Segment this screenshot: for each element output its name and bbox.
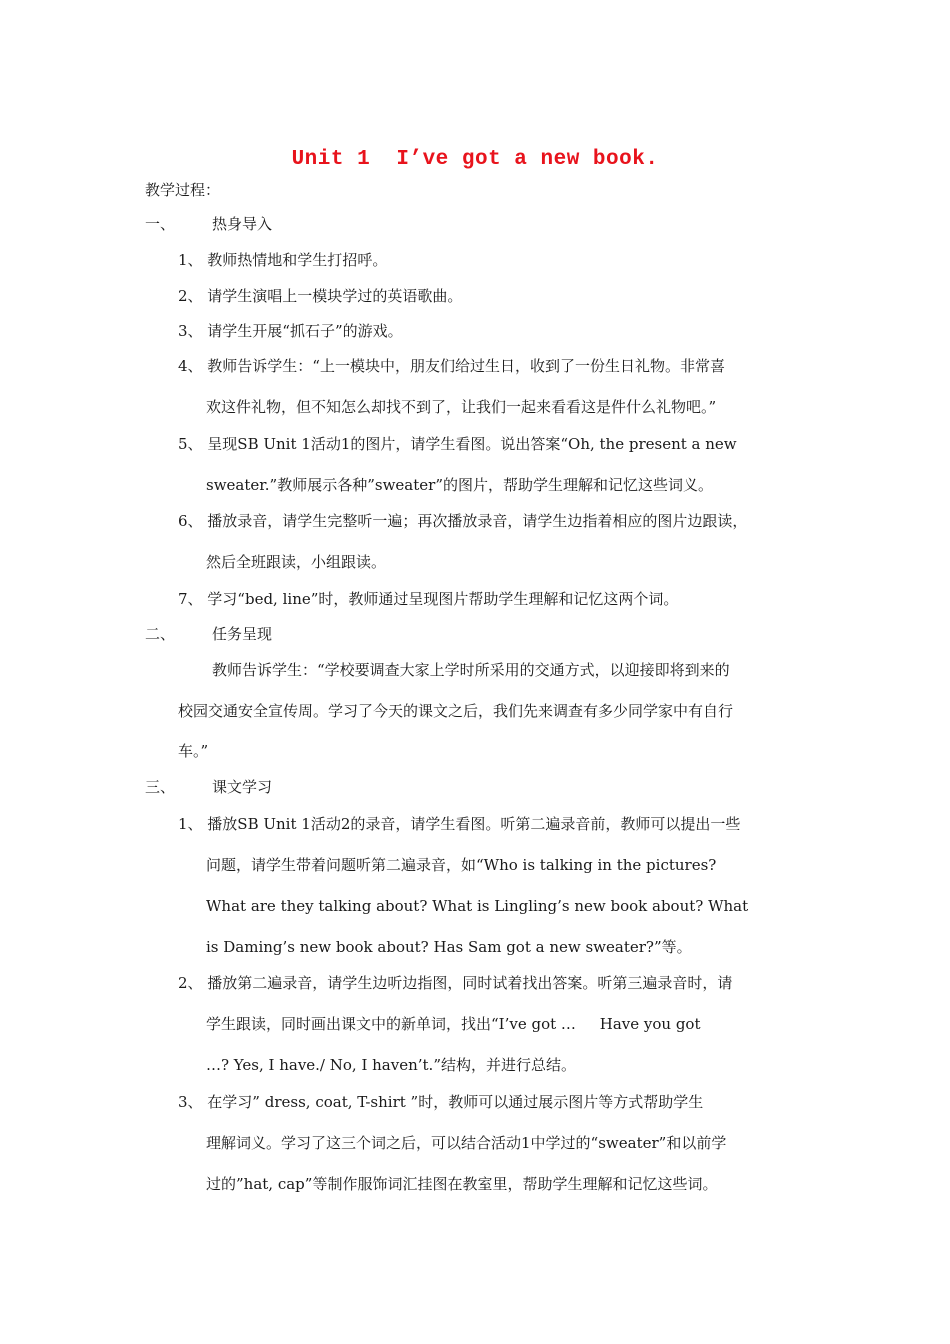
list-item: 1、 教师热情地和学生打招呼。	[178, 251, 388, 269]
list-item: 3、 请学生开展“抓石子”的游戏。	[178, 322, 403, 340]
list-item-continuation: 问题，请学生带着问题听第二遍录音，如“Who is talking in the pictures?	[206, 856, 717, 874]
list-item-continuation: 欢这件礼物，但不知怎么却找不到了，让我们一起来看看这是件什么礼物吧。”	[206, 398, 717, 416]
section-heading: 课文学习	[212, 778, 273, 796]
list-item: 6、 播放录音，请学生完整听一遍；再次播放录音，请学生边指着相应的图片边跟读，	[178, 512, 748, 530]
list-item: 5、 呈现SB Unit 1活动1的图片，请学生看图。说出答案“Oh, the present a new	[178, 435, 737, 453]
list-item: 2、 请学生演唱上一模块学过的英语歌曲。	[178, 287, 463, 305]
list-item-continuation: 然后全班跟读，小组跟读。	[206, 553, 387, 571]
list-item-continuation: …? Yes, I have./ No, I haven’t.”结构，并进行总结。	[206, 1056, 576, 1074]
page-title: Unit 1 I’ve got a new book.	[291, 148, 659, 171]
list-item: 3、 在学习” dress, coat, T-shirt ”时，教师可以通过展示图片等方式帮助学生	[178, 1093, 704, 1111]
section-heading: 热身导入	[212, 215, 273, 233]
process-label: 教学过程：	[145, 181, 221, 199]
list-item-continuation: is Daming’s new book about? Has Sam got a new sweater?”等。	[206, 938, 692, 956]
paragraph-line: 车。”	[178, 742, 209, 760]
list-item-continuation: 过的”hat, cap”等制作服饰词汇挂图在教室里，帮助学生理解和记忆这些词。	[206, 1175, 718, 1193]
list-item-continuation: sweater.”教师展示各种”sweater”的图片，帮助学生理解和记忆这些词义。	[206, 476, 713, 494]
paragraph-line: 教师告诉学生：“学校要调查大家上学时所采用的交通方式，以迎接即将到来的	[212, 661, 730, 679]
paragraph-line: 校园交通安全宣传周。学习了今天的课文之后，我们先来调查有多少同学家中有自行	[178, 702, 734, 720]
list-item: 1、 播放SB Unit 1活动2的录音，请学生看图。听第二遍录音前，教师可以提出一些	[178, 815, 741, 833]
section-number: 二、	[145, 625, 176, 643]
list-item: 7、 学习“bed, line”时，教师通过呈现图片帮助学生理解和记忆这两个词。	[178, 590, 679, 608]
list-item-continuation: 学生跟读，同时画出课文中的新单词，找出“I’ve got … Have you got	[206, 1015, 701, 1033]
section-number: 一、	[145, 215, 176, 233]
section-number: 三、	[145, 778, 176, 796]
list-item-continuation: What are they talking about? What is Lingling’s new book about? What	[206, 897, 749, 915]
list-item: 2、 播放第二遍录音，请学生边听边指图，同时试着找出答案。听第三遍录音时，请	[178, 974, 733, 992]
section-heading: 任务呈现	[212, 625, 273, 643]
list-item: 4、 教师告诉学生：“上一模块中，朋友们给过生日，收到了一份生日礼物。非常喜	[178, 357, 725, 375]
list-item-continuation: 理解词义。学习了这三个词之后，可以结合活动1中学过的“sweater”和以前学	[206, 1134, 727, 1152]
